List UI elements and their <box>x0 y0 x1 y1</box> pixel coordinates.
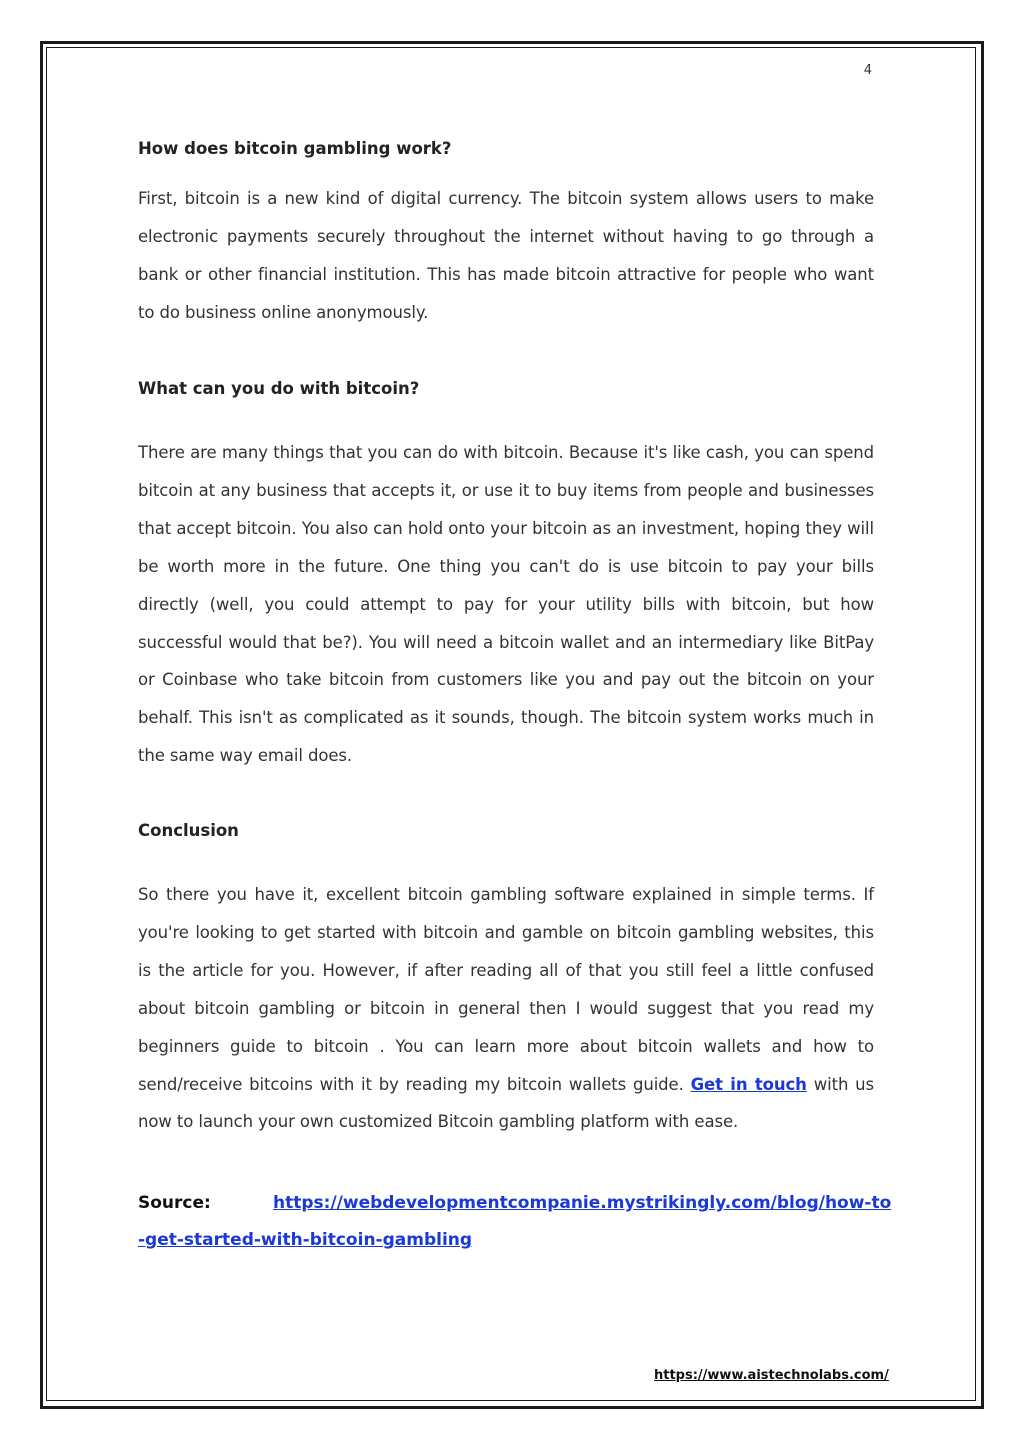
paragraph-what-can-you-do: There are many things that you can do with bitcoin. Because it's like cash, you can spend bitcoin at any business that accepts it, or use it to buy items from people and businesses that accept bitcoin. You also can hold onto your bitcoin as an investment, hoping they will be worth more in the future. One thing you can't do is use bitcoin to pay your bills directly (well, you could attempt to pay for your utility bills with bitcoin, but how successful would that be?). You will need a bitcoin wallet and an intermediary like BitPay or Coinbase who take bitcoin from customers like you and pay out the bitcoin on your behalf. This isn't as complicated as it sounds, though. The bitcoin system works much in the same way email does. <box>138 443 874 766</box>
source-url-link[interactable]: https://webdevelopmentcompanie.mystrikingly.com/blog/how-to-get-started-with-bitcoin-gambling <box>138 1193 892 1250</box>
source-label: Source: <box>138 1193 211 1213</box>
conclusion-text-end: with us now to launch your own customized Bitcoin gambling platform with ease. <box>138 1074 875 1132</box>
heading-how-it-works: How does bitcoin gambling work? <box>138 139 452 158</box>
section-body-how-it-works <box>138 180 874 332</box>
source-row <box>138 1185 898 1259</box>
section-body-what-can-you-do <box>138 434 874 775</box>
section-heading-conclusion <box>138 821 874 840</box>
heading-what-can-you-do: What can you do with bitcoin? <box>138 379 420 398</box>
section-heading-how-it-works <box>138 139 874 158</box>
get-in-touch-link[interactable]: Get in touch <box>690 1074 807 1094</box>
heading-conclusion: Conclusion <box>138 821 239 840</box>
page-number: 4 <box>863 63 872 78</box>
section-body-conclusion <box>138 876 874 1141</box>
conclusion-text-start: So there you have it, excellent bitcoin gambling software explained in simple terms. If you're looking to get started with bitcoin and gamble on bitcoin gambling websites, this is the article for you. However, if after reading all of that you still feel a little confused about bitcoin gambling or bitcoin in general then I would suggest that you read my beginners guide to bitcoin . You can learn more about bitcoin wallets and how to send/receive bitcoins with it by reading my bitcoin wallets guide. <box>138 885 874 1094</box>
section-heading-what-can-you-do <box>138 379 874 398</box>
paragraph-how-it-works: First, bitcoin is a new kind of digital currency. The bitcoin system allows users to make electronic payments securely throughout the internet without having to go through a bank or other financial institution. This has made bitcoin attractive for people who want to do business online anonymously. <box>138 189 874 322</box>
paragraph-conclusion <box>138 876 874 1141</box>
footer-website-link[interactable]: https://www.aistechnolabs.com/ <box>654 1368 889 1383</box>
